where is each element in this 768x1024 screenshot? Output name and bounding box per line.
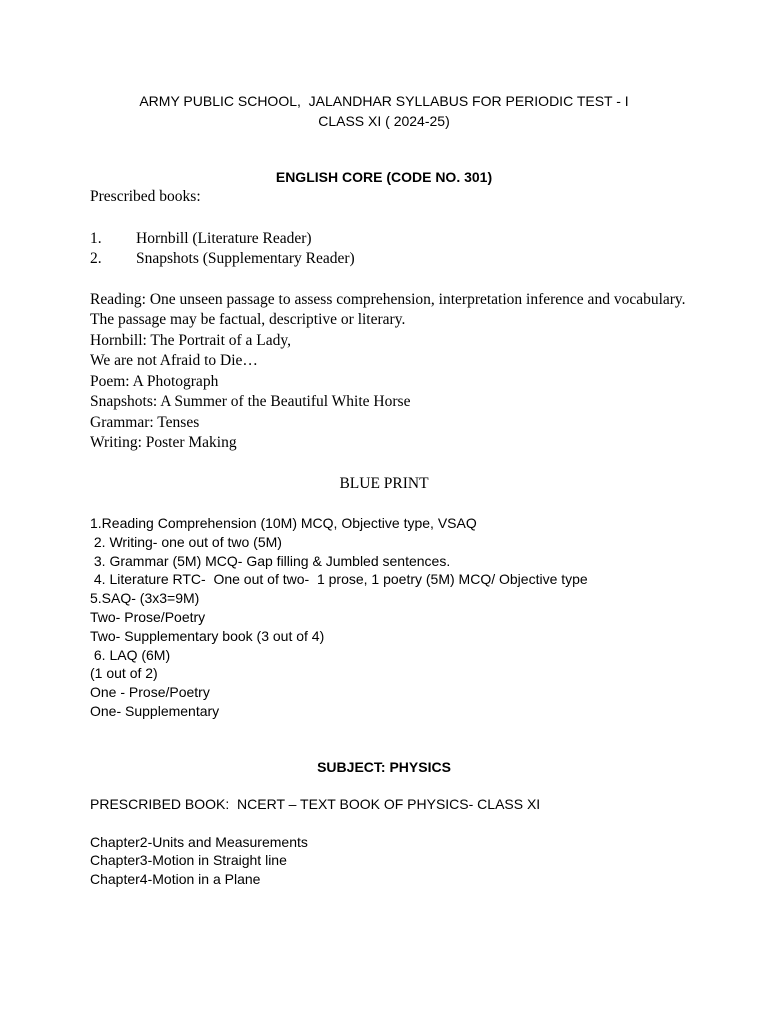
blueprint-line: 1.Reading Comprehension (10M) MCQ, Objective type, VSAQ <box>90 515 477 531</box>
blueprint-heading: BLUE PRINT <box>339 475 429 492</box>
syllabus-line: We are not Afraid to Die… <box>90 352 258 369</box>
blueprint-line: Two- Prose/Poetry <box>90 609 206 625</box>
syllabus-line: Snapshots: A Summer of the Beautiful White Horse <box>90 393 411 410</box>
blueprint-line: One - Prose/Poetry <box>90 684 210 700</box>
chapter-line: Chapter2-Units and Measurements <box>90 834 308 850</box>
english-heading: ENGLISH CORE (CODE NO. 301) <box>275 169 493 185</box>
chapter-line: Chapter4-Motion in a Plane <box>90 871 261 887</box>
syllabus-line: The passage may be factual, descriptive or literary. <box>90 311 406 328</box>
blueprint-line: 6. LAQ (6M) <box>90 647 171 663</box>
school-title: ARMY PUBLIC SCHOOL, JALANDHAR SYLLABUS FOR PERIODIC TEST - I <box>139 93 629 109</box>
book-number: 1. <box>90 230 102 247</box>
class-title: CLASS XI ( 2024-25) <box>318 113 450 129</box>
blueprint-line: 5.SAQ- (3x3=9M) <box>90 590 200 606</box>
syllabus-line: Writing: Poster Making <box>90 434 237 451</box>
syllabus-line: Reading: One unseen passage to assess comprehension, interpretation inference and vocabulary. <box>90 291 686 308</box>
blueprint-line: 2. Writing- one out of two (5M) <box>90 534 282 550</box>
physics-prescribed-book: PRESCRIBED BOOK: NCERT – TEXT BOOK OF PHYSICS- CLASS XI <box>90 796 541 812</box>
book-number: 2. <box>90 250 102 267</box>
physics-heading: SUBJECT: PHYSICS <box>317 759 451 775</box>
syllabus-line: Grammar: Tenses <box>90 414 200 431</box>
blueprint-line: 4. Literature RTC- One out of two- 1 prose, 1 poetry (5M) MCQ/ Objective type <box>90 571 588 587</box>
syllabus-line: Hornbill: The Portrait of a Lady, <box>90 332 292 349</box>
blueprint-line: One- Supplementary <box>90 703 220 719</box>
chapter-line: Chapter3-Motion in Straight line <box>90 852 287 868</box>
book-title: Hornbill (Literature Reader) <box>136 230 312 247</box>
prescribed-books-label: Prescribed books: <box>90 188 201 205</box>
blueprint-line: 3. Grammar (5M) MCQ- Gap filling & Jumbled sentences. <box>90 553 451 569</box>
book-title: Snapshots (Supplementary Reader) <box>136 250 355 267</box>
blueprint-line: (1 out of 2) <box>90 665 158 681</box>
syllabus-line: Poem: A Photograph <box>90 373 219 390</box>
blueprint-line: Two- Supplementary book (3 out of 4) <box>90 628 325 644</box>
